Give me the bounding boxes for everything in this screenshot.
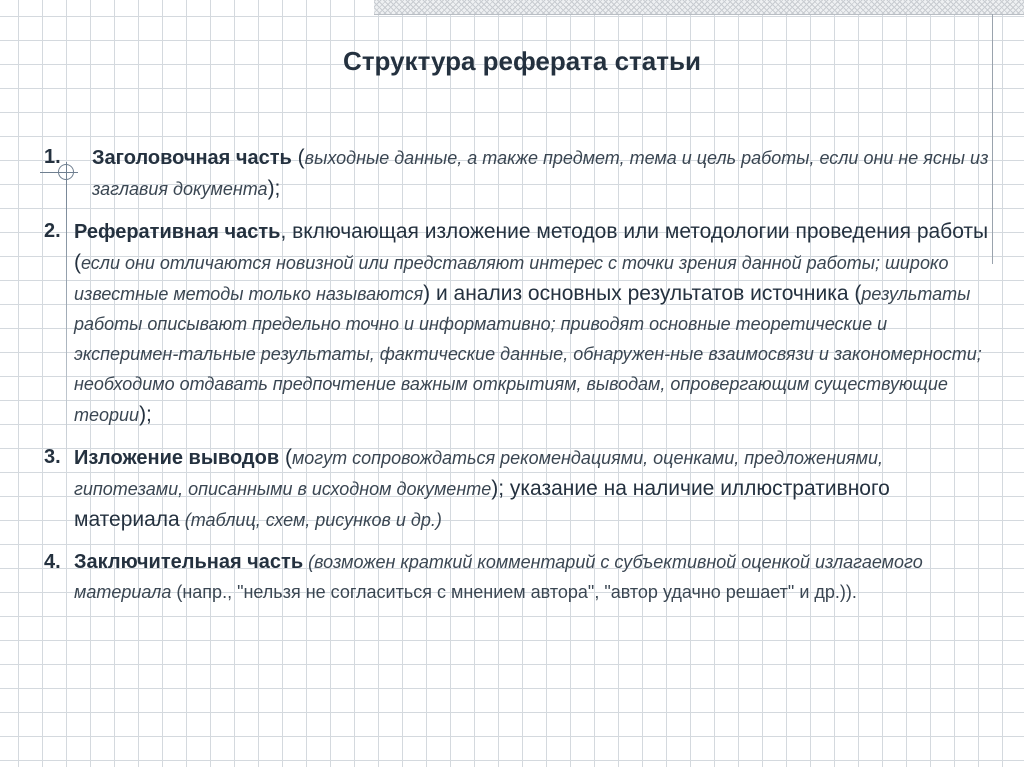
item-heading: Реферативная часть [74,221,281,243]
slide-title: Структура реферата статьи [343,46,701,76]
paren-close: ); [491,477,505,500]
item-body: и анализ основных результатов источника [430,282,849,305]
list-item-3 [44,443,994,536]
item-body: указание на наличие иллюстративного материала [74,477,890,531]
item-detail: могут сопровождаться рекомендациями, оценками, предложениями, гипотезами, описанными в исходном документе [74,448,883,499]
item-text [74,443,994,536]
paren-open: ( [291,146,305,169]
item-detail: выходные данные, а также предмет, тема и цель работы, если они не ясны из заглавия документа [92,148,989,199]
list-item-4 [44,548,994,608]
item-detail: результаты работы описывают предельно точно и информативно; приводят основные теоретические и эксперимен-тальные результаты, фактические данные, обнаружен-ные взаимосвязи и закономерности; необходимо отдавать предпочтение важным открытиям, выводам, опровергающим существующие теории [74,284,982,425]
paren-open: ( [848,282,862,305]
item-number: 1. [44,146,61,168]
list-item-2 [44,217,994,431]
paren-close: ); [139,403,152,426]
item-number: 4. [44,551,61,573]
item-number: 2. [44,220,61,242]
item-detail: (возможен краткий комментарий с субъективной оценкой излагаемого материала [74,552,923,602]
item-heading: Заключительная часть [74,551,304,573]
structure-list [44,143,994,620]
top-pattern-band [374,0,1024,15]
item-heading: Изложение выводов [74,447,280,469]
item-text [74,548,994,608]
item-detail: если они отличаются новизной или представляют интерес с точки зрения данной работы; широко известные методы только называются [74,253,949,304]
paren-close: ); [267,177,281,200]
item-number: 3. [44,446,61,468]
item-body: , включающая изложение методов или методологии проведения работы [280,220,989,243]
paren-close: ) [423,282,431,305]
item-detail: (таблиц, схем, рисунков и др.) [179,510,442,530]
item-detail-example: (напр., "нельзя не согласиться с мнением автора", "автор удачно решает" и др.)). [176,582,857,602]
paren-open: ( [74,251,81,274]
paren-open: ( [279,446,292,469]
item-text [74,217,994,431]
item-heading: Заголовочная часть [92,147,292,169]
item-text [92,143,994,205]
list-item-1 [44,143,994,205]
